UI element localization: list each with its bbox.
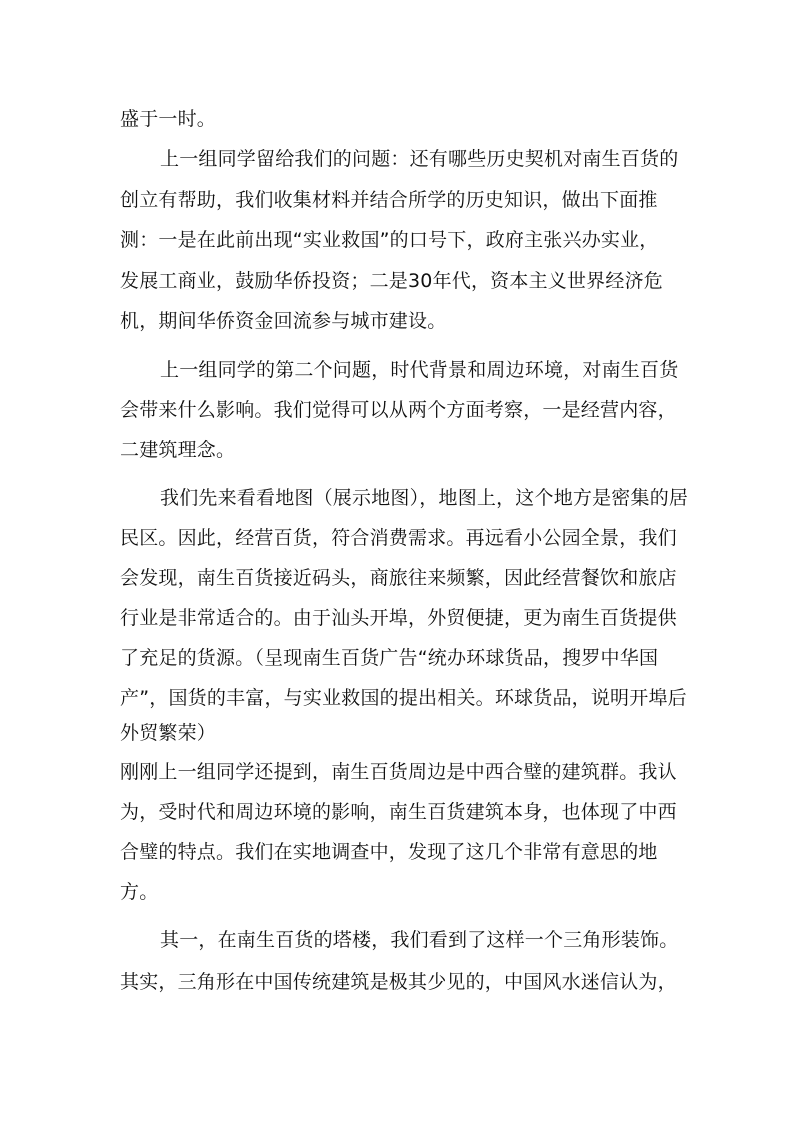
text-line: 上一组同学的第二个问题，时代背景和周边环境，对南生百货 [160, 359, 679, 381]
text-line: 刚刚上一组同学还提到，南生百货周边是中西合璧的建筑群。我认 [120, 761, 677, 783]
text-line: 其一，在南生百货的塔楼，我们看到了这样一个三角形装饰。 [160, 929, 679, 951]
text-line: 会带来什么影响。我们觉得可以从两个方面考察，一是经营内容， [120, 399, 677, 421]
text-line: 发展工商业，鼓励华侨投资；二是30年代，资本主义世界经济危 [120, 270, 663, 292]
text-line: 上一组同学留给我们的问题：还有哪些历史契机对南生百货的 [160, 148, 679, 170]
text-line: 创立有帮助，我们收集材料并结合所学的历史知识，做出下面推 [120, 189, 658, 211]
text-line: 我们先来看看地图（展示地图），地图上，这个地方是密集的居 [160, 487, 689, 509]
text-line: 盛于一时。 [120, 108, 217, 130]
text-line: 测：一是在此前出现“实业救国”的口号下，政府主张兴办实业， [120, 229, 659, 251]
text-line: 会发现，南生百货接近码头，商旅往来频繁，因此经营餐饮和旅店 [120, 567, 677, 589]
text-line: 为，受时代和周边环境的影响，南生百货建筑本身，也体现了中西 [120, 801, 677, 823]
text-line: 民区。因此，经营百货，符合消费需求。再远看小公园全景，我们 [120, 527, 677, 549]
text-line: 行业是非常适合的。由于汕头开埠，外贸便捷，更为南生百货提供 [120, 607, 677, 629]
text-line: 产”，国货的丰富，与实业救国的提出相关。环球货品，说明开埠后 [120, 687, 687, 709]
text-line: 机，期间华侨资金回流参与城市建设。 [120, 310, 447, 332]
text-line: 方。 [120, 881, 159, 903]
text-line: 合璧的特点。我们在实地调查中，发现了这几个非常有意思的地 [120, 841, 658, 863]
text-line: 了充足的货源。（呈现南生百货广告“统办环球货品，搜罗中华国 [120, 647, 659, 669]
text-line: 外贸繁荣） [120, 722, 217, 744]
text-line: 其实，三角形在中国传统建筑是极其少见的，中国风水迷信认为， [120, 971, 677, 993]
text-line: 二建筑理念。 [120, 439, 236, 461]
